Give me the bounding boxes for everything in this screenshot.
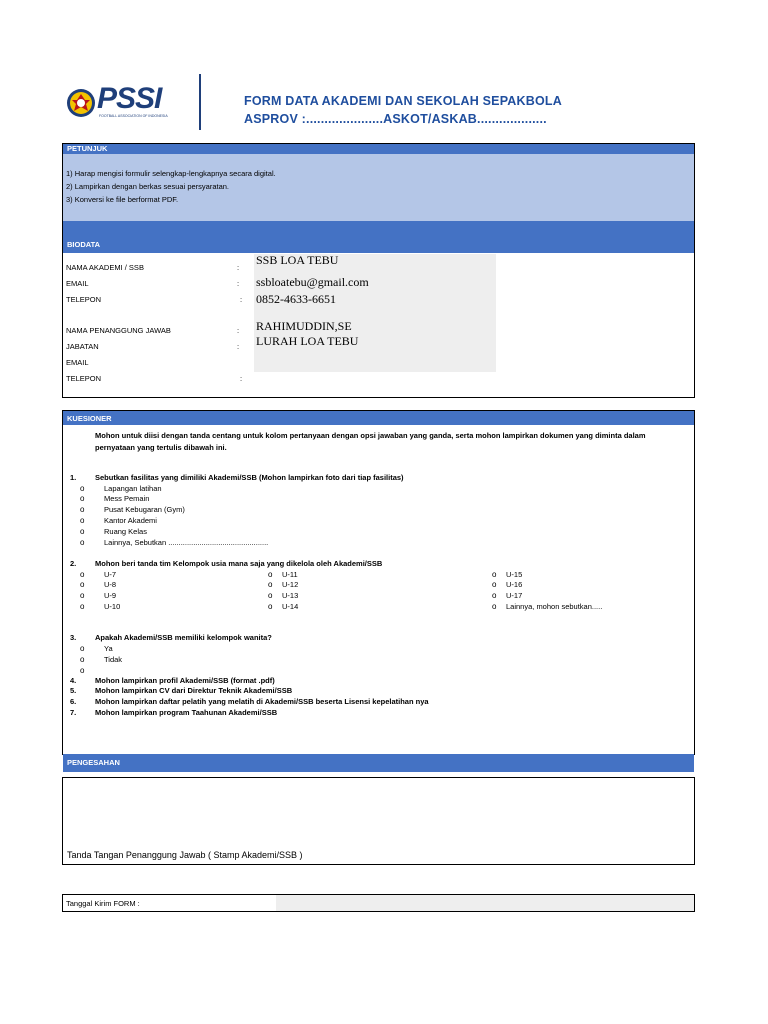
age-option: U-14 [282,602,299,611]
garuda-emblem-icon [66,87,96,119]
age-option: U-12 [282,580,299,589]
pssi-logo [66,82,170,120]
age-option: U-16 [506,580,523,589]
question-number: 7. [70,708,77,717]
option-label: Lapangan latihan [104,484,162,493]
option-label: Ruang Kelas [104,527,147,536]
checkbox-bullet[interactable]: o [492,602,497,611]
field-label-telepon-pj: TELEPON [66,374,102,383]
field-colon: : [240,374,243,383]
field-value-nama-akademi[interactable]: SSB LOA TEBU [256,253,339,267]
kuesioner-intro: Mohon untuk diisi dengan tanda centang untuk kolom pertanyaan dengan opsi jawaban yang ganda, serta mohon lampirkan dokumen yang diminta dalam [95,431,646,440]
age-option: U-8 [104,580,117,589]
checkbox-bullet[interactable]: o [268,591,273,600]
question-number: 1. [70,473,77,482]
age-option: U-11 [282,570,298,579]
checkbox-bullet[interactable]: o [80,494,85,503]
age-option: U-17 [506,591,523,600]
field-colon: : [237,279,240,288]
petunjuk-item: 3) Konversi ke file berformat PDF. [66,195,179,204]
kuesioner-header: KUESIONER [63,411,694,425]
checkbox-bullet[interactable]: o [492,580,497,589]
signature-label: Tanda Tangan Penanggung Jawab ( Stamp Akademi/SSB ) [67,850,303,860]
age-option: U-15 [506,570,523,579]
question-text: Apakah Akademi/SSB memiliki kelompok wanita? [95,633,272,642]
option-label: Kantor Akademi [104,516,157,525]
age-option: Lainnya, mohon sebutkan..... [506,602,603,611]
biodata-header: BIODATA [63,221,694,253]
biodata-value-area [254,254,496,372]
pengesahan-header: PENGESAHAN [63,754,694,772]
attachment-text: Mohon lampirkan daftar pelatih yang melatih di Akademi/SSB beserta Lisensi kepelatihan nya [95,697,429,706]
logo-subtext: FOOTBALL ASSOCIATION OF INDONESIA [99,114,168,118]
field-colon: : [240,295,243,304]
age-option: U-9 [104,591,117,600]
logo-text: PSSI [97,82,162,115]
field-value-jabatan[interactable]: LURAH LOA TEBU [256,334,359,348]
field-value-email[interactable]: ssbloatebu@gmail.com [256,275,369,289]
checkbox-bullet[interactable]: o [80,570,85,579]
tanggal-value-field[interactable] [276,895,694,911]
option-label: Lainnya, Sebutkan ................................................ [104,538,269,547]
field-label-nama-akademi: NAMA AKADEMI / SSB [66,263,144,272]
option-label: Ya [104,644,113,653]
field-label-email-pj: EMAIL [66,358,89,367]
field-value-penanggung-jawab[interactable]: RAHIMUDDIN,SE [256,319,352,333]
checkbox-bullet[interactable]: o [80,591,85,600]
checkbox-bullet[interactable]: o [268,570,273,579]
checkbox-bullet[interactable]: o [492,570,497,579]
field-colon: : [237,263,240,272]
attachment-text: Mohon lampirkan program Taahunan Akademi/SSB [95,708,278,717]
question-number: 5. [70,686,77,695]
question-number: 3. [70,633,77,642]
checkbox-bullet[interactable]: o [492,591,497,600]
asprov-line: ASPROV :.....................ASKOT/ASKAB................... [244,112,547,126]
header-divider [199,74,201,130]
age-option: U-13 [282,591,299,600]
checkbox-bullet[interactable]: o [80,666,85,675]
question-number: 6. [70,697,77,706]
checkbox-bullet[interactable]: o [80,484,85,493]
field-label-telepon: TELEPON [66,295,102,304]
field-label-email: EMAIL [66,279,89,288]
petunjuk-item: 2) Lampirkan dengan berkas sesuai persyaratan. [66,182,230,191]
attachment-text: Mohon lampirkan CV dari Direktur Teknik Akademi/SSB [95,686,293,695]
tanggal-label: Tanggal Kirim FORM : [66,899,140,908]
question-text: Sebutkan fasilitas yang dimiliki Akademi/SSB (Mohon lampirkan foto dari tiap fasilitas) [95,473,404,482]
attachment-text: Mohon lampirkan profil Akademi/SSB (format .pdf) [95,676,275,685]
checkbox-bullet[interactable]: o [80,602,85,611]
checkbox-bullet[interactable]: o [80,538,85,547]
field-colon: : [237,326,240,335]
checkbox-bullet[interactable]: o [80,655,85,664]
checkbox-bullet[interactable]: o [268,580,273,589]
field-colon: : [237,342,240,351]
checkbox-bullet[interactable]: o [80,516,85,525]
petunjuk-item: 1) Harap mengisi formulir selengkap-lengkapnya secara digital. [66,169,276,178]
checkbox-bullet[interactable]: o [80,644,85,653]
age-option: U-10 [104,602,121,611]
checkbox-bullet[interactable]: o [80,580,85,589]
form-title: FORM DATA AKADEMI DAN SEKOLAH SEPAKBOLA [244,94,562,108]
option-label: Tidak [104,655,123,664]
checkbox-bullet[interactable]: o [80,505,85,514]
field-label-jabatan: JABATAN [66,342,99,351]
field-label-penanggung-jawab: NAMA PENANGGUNG JAWAB [66,326,171,335]
petunjuk-header: PETUNJUK [63,144,694,154]
age-option: U-7 [104,570,117,579]
field-value-telepon[interactable]: 0852-4633-6651 [256,292,336,306]
question-number: 2. [70,559,77,568]
option-label: Mess Pemain [104,494,150,503]
question-text: Mohon beri tanda tim Kelompok usia mana saja yang dikelola oleh Akademi/SSB [95,559,383,568]
question-number: 4. [70,676,77,685]
kuesioner-intro: pernyataan yang tertulis dibawah ini. [95,443,227,452]
checkbox-bullet[interactable]: o [268,602,273,611]
checkbox-bullet[interactable]: o [80,527,85,536]
option-label: Pusat Kebugaran (Gym) [104,505,185,514]
